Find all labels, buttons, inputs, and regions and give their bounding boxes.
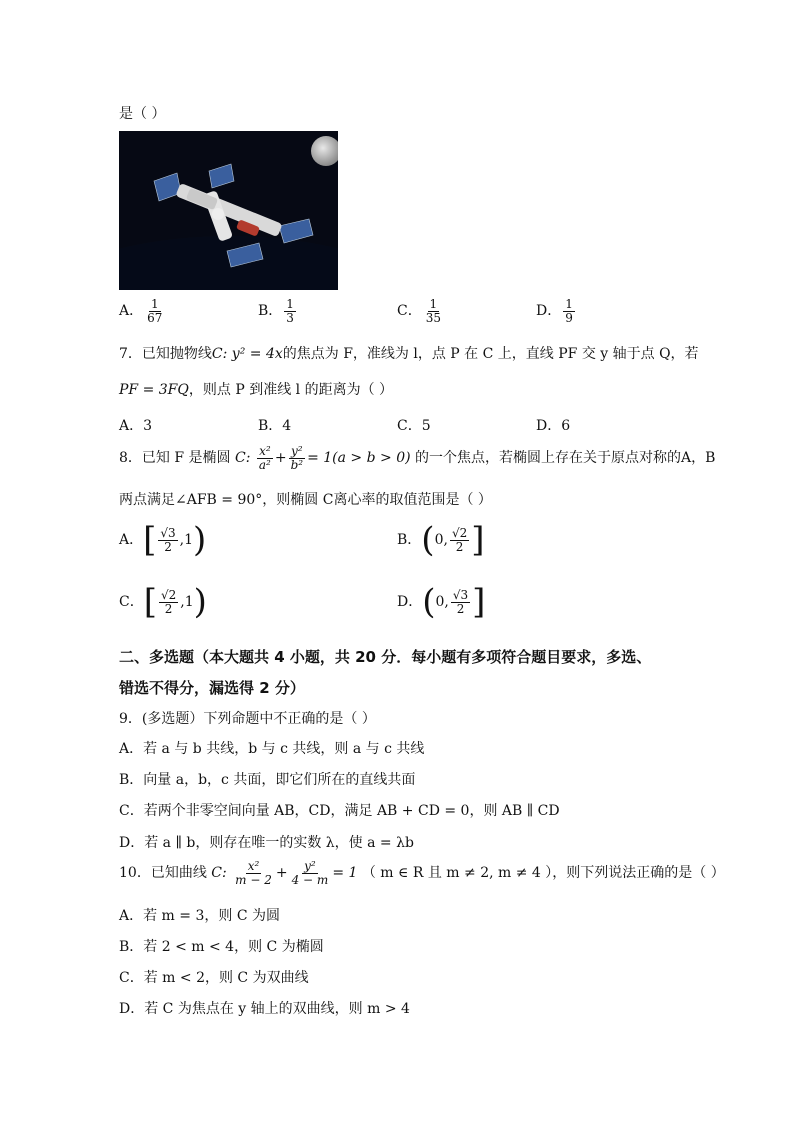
question-stem-fragment: 是（ ） xyxy=(119,106,166,122)
q9-option-b[interactable]: B．向量 a，b，c 共面，即它们所在的直线共面 xyxy=(119,772,416,788)
q9-option-d[interactable]: D．若 a ∥ b，则存在唯一的实数 λ，使 a = λb xyxy=(119,835,414,851)
q10-option-c[interactable]: C．若 m < 2，则 C 为双曲线 xyxy=(119,970,309,986)
q9-option-c[interactable]: C．若两个非零空间向量 AB，CD，满足 AB + CD = 0，则 AB ∥ CD xyxy=(119,803,560,819)
q7-option-b[interactable]: B．4 xyxy=(258,418,292,434)
q6-option-c[interactable]: C． $\frac{1}{35}$ xyxy=(397,297,441,325)
fraction: $\frac{1}{35}$ xyxy=(425,297,441,325)
q8-stem-line1: 8．已知 F 是椭圆 C: $\frac{\text{x²}}{\text{a²}}$ + $\frac{\text{y²}}{\text{b²}}$ = 1(a > b > 0) 的一个焦点，若椭圆上存在关于原点对称的A，B xyxy=(119,444,716,472)
parabola-equation: C: y² = 4x xyxy=(211,346,283,362)
q8-stem-line2: 两点满足∠AFB = 90°，则椭圆 C离心率的取值范围是（ ） xyxy=(119,492,492,508)
q10-option-a[interactable]: A．若 m = 3，则 C 为圆 xyxy=(119,908,280,924)
section-heading-line2: 错选不得分，漏选得 2 分） xyxy=(119,679,305,697)
space-station-image xyxy=(119,131,338,290)
q6-option-b[interactable]: B． $\frac{1}{3}$ xyxy=(258,297,294,325)
ellipse-equation: C: $\frac{\text{x²}}{\text{a²}}$ + $\frac{\text{y²}}{\text{b²}}$ = 1(a > b > 0) xyxy=(234,444,416,472)
q7-option-d[interactable]: D．6 xyxy=(536,418,571,434)
q9-option-a[interactable]: A．若 a 与 b 共线，b 与 c 共线，则 a 与 c 共线 xyxy=(119,741,425,757)
q10-option-b[interactable]: B．若 2 < m < 4，则 C 为椭圆 xyxy=(119,939,324,955)
q7-option-c[interactable]: C．5 xyxy=(397,418,431,434)
fraction: $\frac{1}{3}$ xyxy=(286,297,294,325)
q7-option-a[interactable]: A．3 xyxy=(119,418,153,434)
q8-option-b[interactable]: B．(0, $\frac{√2}{2}$ ] xyxy=(397,520,485,560)
q6-option-a[interactable]: A． $\frac{1}{67}$ xyxy=(119,297,163,325)
fraction: $\frac{1}{67}$ xyxy=(147,297,163,325)
q9-stem: 9．(多选题）下列命题中不正确的是（ ） xyxy=(119,711,376,727)
q10-stem: 10．已知曲线 C: $\frac{\text{x²}}{m - 2}$ + $\frac{\text{y²}}{4 - m}$ = 1 （ m ∈ R 且 m ≠ 2, m ≠ 4 ），则下列说法正确的是（ ） xyxy=(119,859,725,887)
fraction: $\frac{1}{9}$ xyxy=(565,297,573,325)
curve-equation: C: $\frac{\text{x²}}{m - 2}$ + $\frac{\text{y²}}{4 - m}$ = 1 xyxy=(211,859,362,887)
q8-option-d[interactable]: D．(0, $\frac{√3}{2}$ ] xyxy=(397,582,486,622)
q8-option-a[interactable]: A．[ $\frac{√3}{2}$ ,1) xyxy=(119,520,207,560)
section-heading-line1: 二、多选题（本大题共 4 小题，共 20 分．每小题有多项符合题目要求，多选、 xyxy=(119,648,652,666)
q7-stem-line1: 7．已知抛物线C: y² = 4x的焦点为 F，准线为 l，点 P 在 C 上，直线 PF 交 y 轴于点 Q，若 xyxy=(119,346,699,362)
q8-option-c[interactable]: C．[ $\frac{√2}{2}$ ,1) xyxy=(119,582,207,622)
q7-stem-line2: PF = 3FQ，则点 P 到准线 l 的距离为（ ） xyxy=(119,382,394,398)
vector-equation: PF = 3FQ xyxy=(119,382,189,398)
q10-option-d[interactable]: D．若 C 为焦点在 y 轴上的双曲线，则 m > 4 xyxy=(119,1001,410,1017)
q6-option-d[interactable]: D． $\frac{1}{9}$ xyxy=(536,297,573,325)
